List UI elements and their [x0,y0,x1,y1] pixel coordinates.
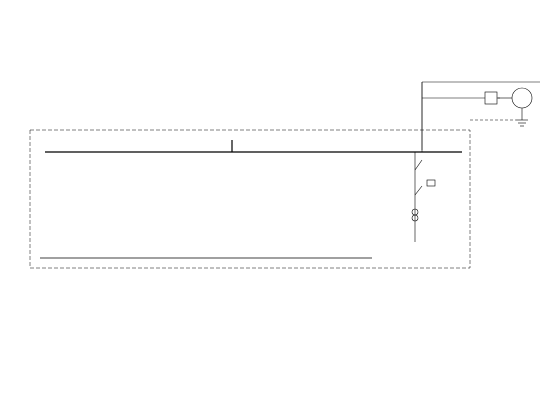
cabinet-frame [30,130,470,268]
generator-supply [422,82,540,150]
relay-k-symbol [485,92,497,104]
busbars [45,140,462,152]
generator-symbol [512,88,532,108]
incomer-circuit [412,82,435,242]
